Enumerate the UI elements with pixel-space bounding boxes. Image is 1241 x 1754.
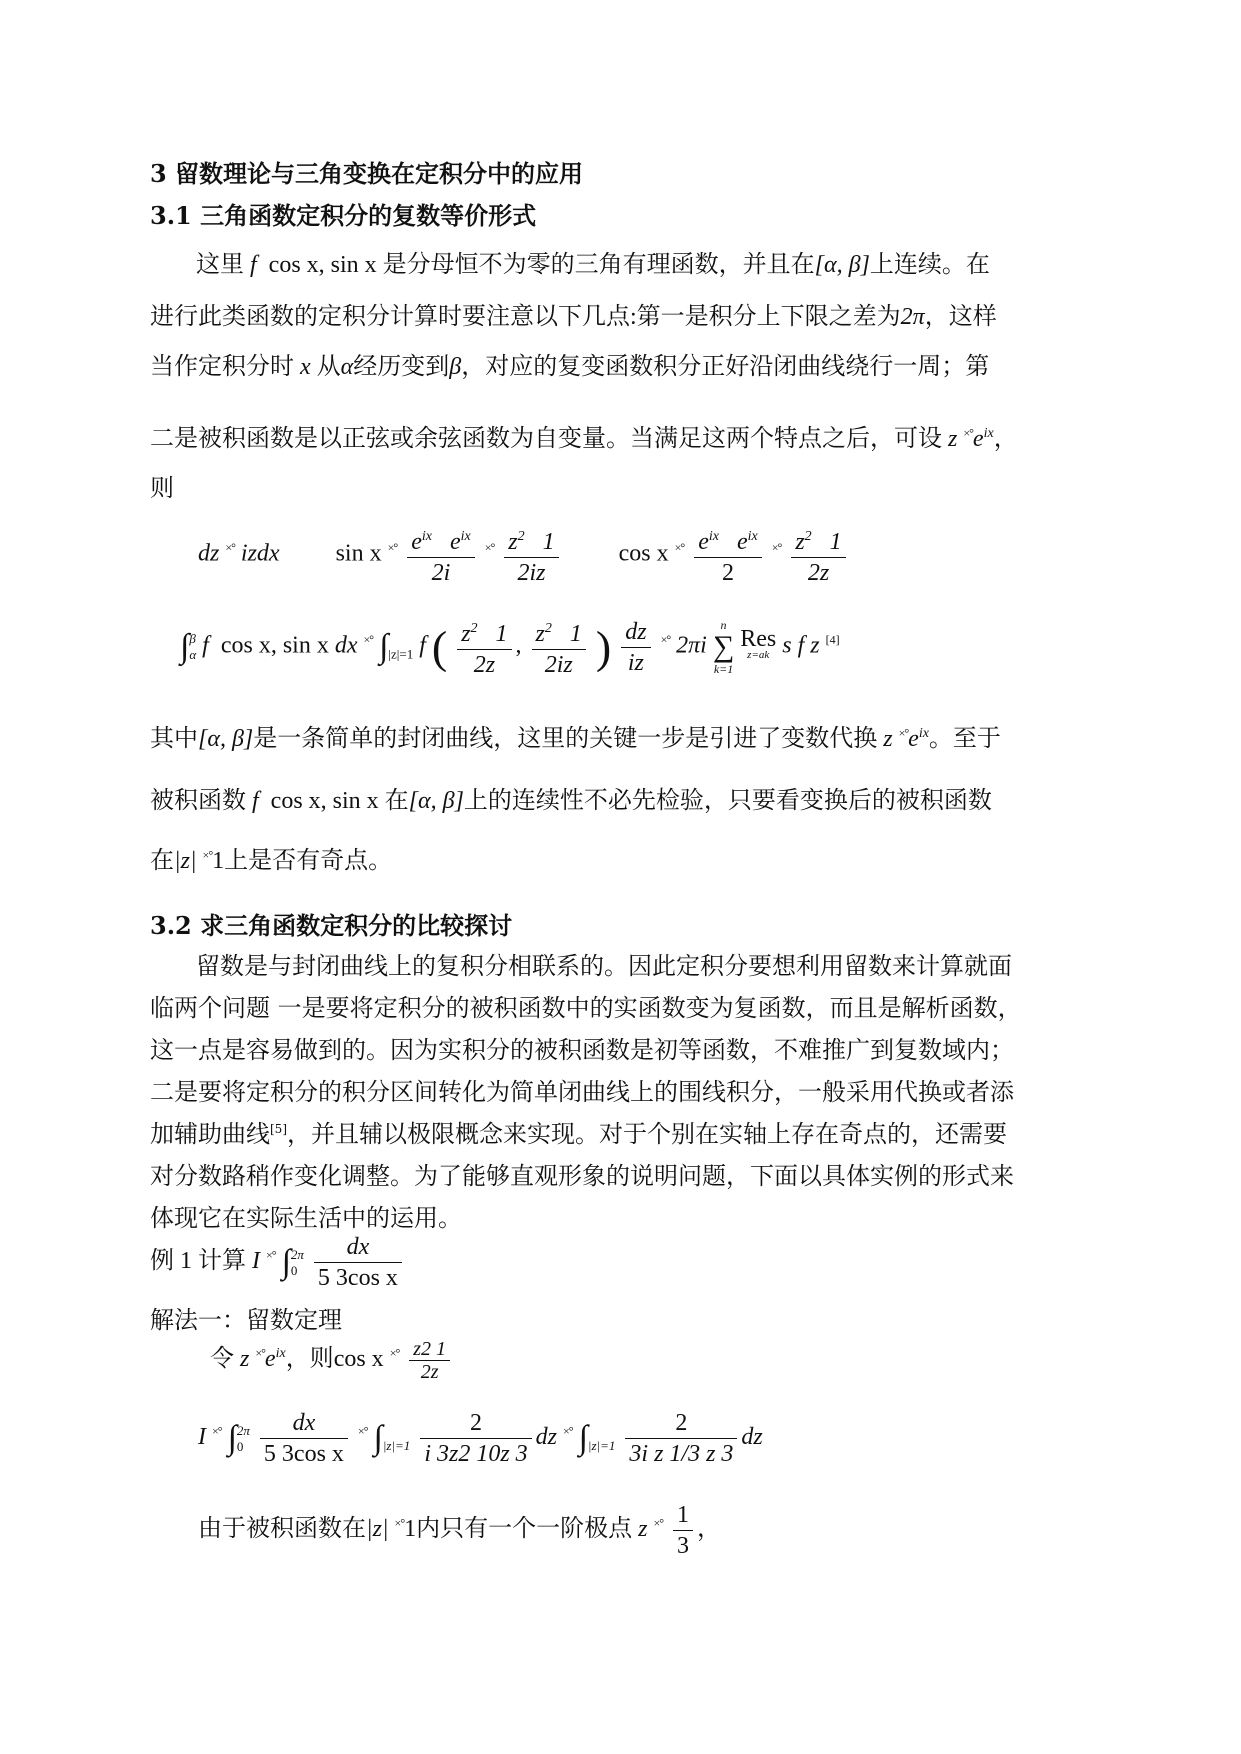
text: 由于被积函数在 bbox=[198, 1516, 366, 1543]
text: 内只有一个一阶极点 bbox=[416, 1516, 633, 1543]
text: 在 bbox=[150, 848, 174, 874]
text: 。至于 bbox=[928, 726, 1001, 752]
para-line bbox=[150, 468, 1055, 503]
fraction bbox=[694, 522, 762, 588]
res-sub: z=a bbox=[747, 649, 765, 661]
math-z: z bbox=[638, 1516, 648, 1543]
math-interval: [α, β] bbox=[408, 788, 464, 814]
equation-integral-identity: ∫ β α f cos x, sin x dx ×° $\int_{|z|=1}$ f ( $\frac{z^2 1}{2z}$ , $\frac{z^2 1}{2iz}$ ) $\frac{dz}{iz}$ ×° 2πi n ∑ k=1 Res z=ak s f z [4] bbox=[180, 614, 840, 680]
math-one: 1 bbox=[569, 621, 582, 647]
math-alpha: α bbox=[340, 354, 354, 380]
math-cosx: cos x bbox=[333, 1346, 384, 1373]
math-exp: ix bbox=[708, 529, 719, 544]
math-2: 2 bbox=[625, 1408, 737, 1439]
math-interval: [α, β] bbox=[814, 252, 870, 278]
math-f: f bbox=[202, 632, 209, 659]
math-args: cos x, sin x bbox=[270, 788, 379, 814]
math-dz: dz bbox=[535, 1424, 558, 1451]
math-2iz: 2iz bbox=[517, 560, 546, 586]
math-2i: 2i bbox=[431, 560, 451, 586]
para-line: 对分数路稍作变化调整。为了能够直观形象的说明问题，下面以具体实例的形式来 bbox=[150, 1162, 1014, 1190]
equals-glyph: ×° bbox=[387, 540, 398, 555]
equals-glyph: ×° bbox=[357, 1424, 368, 1439]
text: 是一条简单的封闭曲线，这里的关键一步是引进了变数代换 bbox=[253, 726, 878, 752]
math-abs-z: |z| bbox=[174, 848, 197, 874]
text: ， bbox=[993, 426, 1018, 452]
fraction bbox=[625, 1408, 737, 1469]
lower-limit: 0 bbox=[236, 1438, 244, 1454]
para-line bbox=[150, 840, 1055, 875]
equals-glyph: ×° bbox=[674, 540, 685, 555]
math-denominator: 5 3cos x bbox=[317, 1265, 398, 1291]
citation-ref: [5] bbox=[270, 1122, 287, 1136]
para-line: 临两个问题 一是要将定积分的被积函数中的实函数变为复函数，而且是解析函数， bbox=[150, 994, 1022, 1022]
fraction bbox=[791, 522, 845, 588]
fraction bbox=[504, 522, 558, 588]
math-f: f bbox=[419, 632, 426, 659]
text: 进行此类函数的定积分计算时要注意以下几点:第一是积分上下限之差为 bbox=[150, 304, 901, 330]
math-denominator: 3i z 1/3 z 3 bbox=[629, 1441, 734, 1467]
equation-substitutions bbox=[198, 522, 850, 588]
text: 这里 bbox=[196, 252, 244, 278]
text: 其中 bbox=[150, 726, 198, 752]
math-abs-z: |z| bbox=[366, 1516, 389, 1543]
text: ， bbox=[697, 1516, 722, 1543]
math-2: 2 bbox=[721, 560, 734, 586]
math-res: Res bbox=[740, 626, 777, 652]
math-I: I bbox=[252, 1248, 260, 1275]
math-f: f bbox=[252, 788, 259, 814]
text: 当作定积分时 bbox=[150, 354, 294, 380]
math-dx: dx bbox=[260, 1408, 348, 1439]
fraction bbox=[532, 614, 586, 680]
math-e: e bbox=[908, 726, 919, 752]
method-label: 解法一：留数定理 bbox=[150, 1306, 342, 1334]
lower-limit: 0 bbox=[290, 1262, 298, 1278]
math-one: 1 bbox=[212, 848, 225, 874]
math-2pi: 2π bbox=[900, 304, 925, 330]
para-line bbox=[150, 346, 1055, 381]
math-z: z bbox=[795, 529, 805, 555]
equals-glyph: ×° bbox=[202, 848, 213, 862]
fraction bbox=[409, 1338, 450, 1383]
contour-label: |z|=1 bbox=[382, 1437, 411, 1453]
equals-glyph: ×° bbox=[484, 540, 495, 555]
equation-I-residue bbox=[198, 1408, 763, 1469]
math-e: e bbox=[698, 529, 709, 555]
substitution-line bbox=[210, 1338, 454, 1383]
text: ，这样 bbox=[924, 304, 997, 330]
math-denominator: 5 3cos x bbox=[263, 1441, 344, 1467]
para-line bbox=[150, 1114, 1055, 1149]
equals-glyph: ×° bbox=[653, 1516, 664, 1531]
equals-glyph: ×° bbox=[363, 632, 374, 647]
equals-glyph: ×° bbox=[389, 1346, 400, 1361]
equals-glyph: ×° bbox=[266, 1248, 276, 1263]
fraction bbox=[673, 1500, 693, 1561]
math-z: z bbox=[508, 529, 518, 555]
math-exp: ix bbox=[983, 426, 994, 441]
text: ，对应的复变函数积分正好沿闭曲线绕行一周；第 bbox=[461, 354, 990, 380]
text: 令 bbox=[210, 1346, 234, 1373]
math-one: 1 bbox=[673, 1500, 693, 1531]
math-dz: dz bbox=[741, 1424, 763, 1451]
text: 在 bbox=[384, 788, 409, 814]
text: 则 bbox=[150, 476, 174, 502]
subsection-heading-3-2: 3.2 求三角函数定积分的比较探讨 bbox=[150, 911, 513, 940]
math-2pii: 2πi bbox=[676, 632, 707, 659]
math-tail: s f z bbox=[782, 632, 820, 659]
math-f: f bbox=[250, 252, 257, 278]
para-line: 留数是与封闭曲线上的复积分相联系的。因此定积分要想利用留数来计算就面 bbox=[196, 952, 1012, 980]
math-exp: ix bbox=[421, 529, 432, 544]
math-dx: dx bbox=[314, 1232, 402, 1263]
integral-sign: ∫ bbox=[379, 628, 389, 665]
math-e: e bbox=[411, 529, 422, 555]
text: 从 bbox=[316, 354, 341, 380]
para-line bbox=[150, 296, 1055, 331]
math-dx: dx bbox=[334, 632, 358, 659]
text: 是分母恒不为零的三角有理函数，并且在 bbox=[382, 252, 815, 278]
fraction bbox=[420, 1408, 531, 1469]
lower-limit: α bbox=[189, 647, 197, 662]
math-e: e bbox=[736, 529, 748, 555]
equals-glyph: ×° bbox=[212, 1424, 222, 1439]
upper-limit: 2π bbox=[236, 1422, 250, 1438]
fraction bbox=[314, 1232, 402, 1293]
section-heading-3: 3 留数理论与三角变换在定积分中的应用 bbox=[150, 159, 584, 188]
para-line: 体现它在实际生活中的运用。 bbox=[150, 1204, 462, 1232]
equals-glyph: ×° bbox=[771, 540, 782, 555]
equals-glyph: ×° bbox=[963, 426, 973, 440]
fraction bbox=[621, 617, 650, 678]
equals-glyph: ×° bbox=[394, 1516, 405, 1531]
text: 上的连续性不必先检验，只要看变换后的被积函数 bbox=[463, 788, 992, 814]
math-beta: β bbox=[449, 354, 462, 380]
integral-sign: ∫ bbox=[578, 1419, 588, 1457]
math-exp: 2 bbox=[470, 621, 478, 636]
math-dz: dz bbox=[198, 540, 220, 567]
math-dz: dz bbox=[621, 617, 650, 648]
example-1 bbox=[150, 1232, 406, 1293]
math-z: z bbox=[883, 726, 893, 752]
equals-glyph: ×° bbox=[255, 1346, 265, 1361]
upper-limit: 2π bbox=[290, 1246, 304, 1262]
sum-lower: k=1 bbox=[713, 662, 734, 676]
para-line: 这一点是容易做到的。因为实积分的被积函数是初等函数，不难推广到复数域内； bbox=[150, 1036, 1014, 1064]
math-2z: 2z bbox=[807, 560, 830, 586]
equals-glyph: ×° bbox=[898, 726, 909, 740]
math-e: e bbox=[449, 529, 461, 555]
citation-ref: [4] bbox=[825, 632, 840, 647]
contour-label: |z|=1 bbox=[587, 1437, 616, 1453]
integral-sign: ∫ bbox=[281, 1243, 291, 1281]
text: 被积函数 bbox=[150, 788, 246, 814]
math-interval: [α, β] bbox=[198, 726, 254, 752]
text: 二是被积函数是以正弦或余弦函数为自变量。当满足这两个特点之后，可设 bbox=[150, 426, 942, 452]
equals-glyph: ×° bbox=[563, 1424, 573, 1439]
equals-glyph: ×° bbox=[225, 540, 235, 555]
math-one: 1 bbox=[495, 621, 508, 647]
math-2: 2 bbox=[420, 1408, 531, 1439]
para-line bbox=[196, 244, 1101, 279]
math-exp: ix bbox=[275, 1346, 286, 1362]
math-iz: iz bbox=[627, 649, 644, 676]
math-I: I bbox=[198, 1424, 206, 1451]
text: 上连续。在 bbox=[869, 252, 990, 278]
math-exp: ix bbox=[747, 529, 758, 544]
math-2z: 2z bbox=[473, 652, 496, 678]
math-one: 1 bbox=[404, 1516, 417, 1543]
integral-sign: ∫ bbox=[373, 1419, 383, 1457]
math-args: cos x, sin x bbox=[220, 632, 329, 659]
text: 加辅助曲线 bbox=[150, 1120, 270, 1148]
sum-upper: n bbox=[720, 618, 727, 632]
math-numerator: z2 1 bbox=[409, 1338, 450, 1361]
math-2z: 2z bbox=[420, 1361, 439, 1383]
math-z: z bbox=[948, 426, 958, 452]
math-e: e bbox=[972, 426, 984, 452]
equals-glyph: ×° bbox=[660, 632, 671, 647]
math-sinx: sin x bbox=[335, 540, 382, 567]
para-line bbox=[150, 780, 1055, 815]
text: 上是否有奇点。 bbox=[224, 848, 393, 874]
math-2iz: 2iz bbox=[544, 652, 573, 678]
math-one: 1 bbox=[542, 529, 555, 555]
text: ，并且辅以极限概念来实现。对于个别在实轴上存在奇点的，还需要 bbox=[287, 1120, 1007, 1148]
math-three: 3 bbox=[677, 1533, 690, 1559]
math-exp: 2 bbox=[517, 529, 525, 544]
integral-sign: ∫ bbox=[180, 628, 190, 665]
fraction bbox=[260, 1408, 348, 1469]
para-line bbox=[150, 718, 1055, 753]
para-line: 二是要将定积分的积分区间转化为简单闭曲线上的围线积分，一般采用代换或者添 bbox=[150, 1078, 1014, 1106]
upper-limit: β bbox=[189, 631, 196, 646]
res-sub-k: k bbox=[764, 649, 770, 661]
math-z: z bbox=[240, 1346, 250, 1373]
example-label: 例 1 计算 bbox=[150, 1248, 246, 1275]
contour-label: |z|=1 bbox=[388, 646, 414, 662]
math-e: e bbox=[264, 1346, 276, 1373]
math-denominator: i 3z2 10z 3 bbox=[424, 1441, 528, 1467]
pole-statement bbox=[198, 1500, 721, 1561]
math-izdx: izdx bbox=[240, 540, 280, 567]
math-z: z bbox=[535, 621, 545, 647]
math-args: cos x, sin x bbox=[268, 252, 377, 278]
text: 经历变到 bbox=[353, 354, 450, 380]
subsection-heading-3-1: 3.1 三角函数定积分的复数等价形式 bbox=[150, 201, 537, 230]
math-exp: 2 bbox=[544, 621, 552, 636]
fraction bbox=[407, 522, 475, 588]
math-exp: ix bbox=[460, 529, 471, 544]
para-line bbox=[150, 418, 1055, 453]
fraction bbox=[457, 614, 511, 680]
integral-sign: ∫ bbox=[227, 1419, 237, 1457]
math-cosx: cos x bbox=[618, 540, 669, 567]
math-z: z bbox=[461, 621, 471, 647]
text: ，则 bbox=[285, 1346, 334, 1373]
math-exp: ix bbox=[918, 726, 929, 741]
sum-sign: ∑ bbox=[712, 630, 735, 663]
math-one: 1 bbox=[829, 529, 842, 555]
math-x: x bbox=[300, 354, 311, 380]
math-exp: 2 bbox=[804, 529, 812, 544]
